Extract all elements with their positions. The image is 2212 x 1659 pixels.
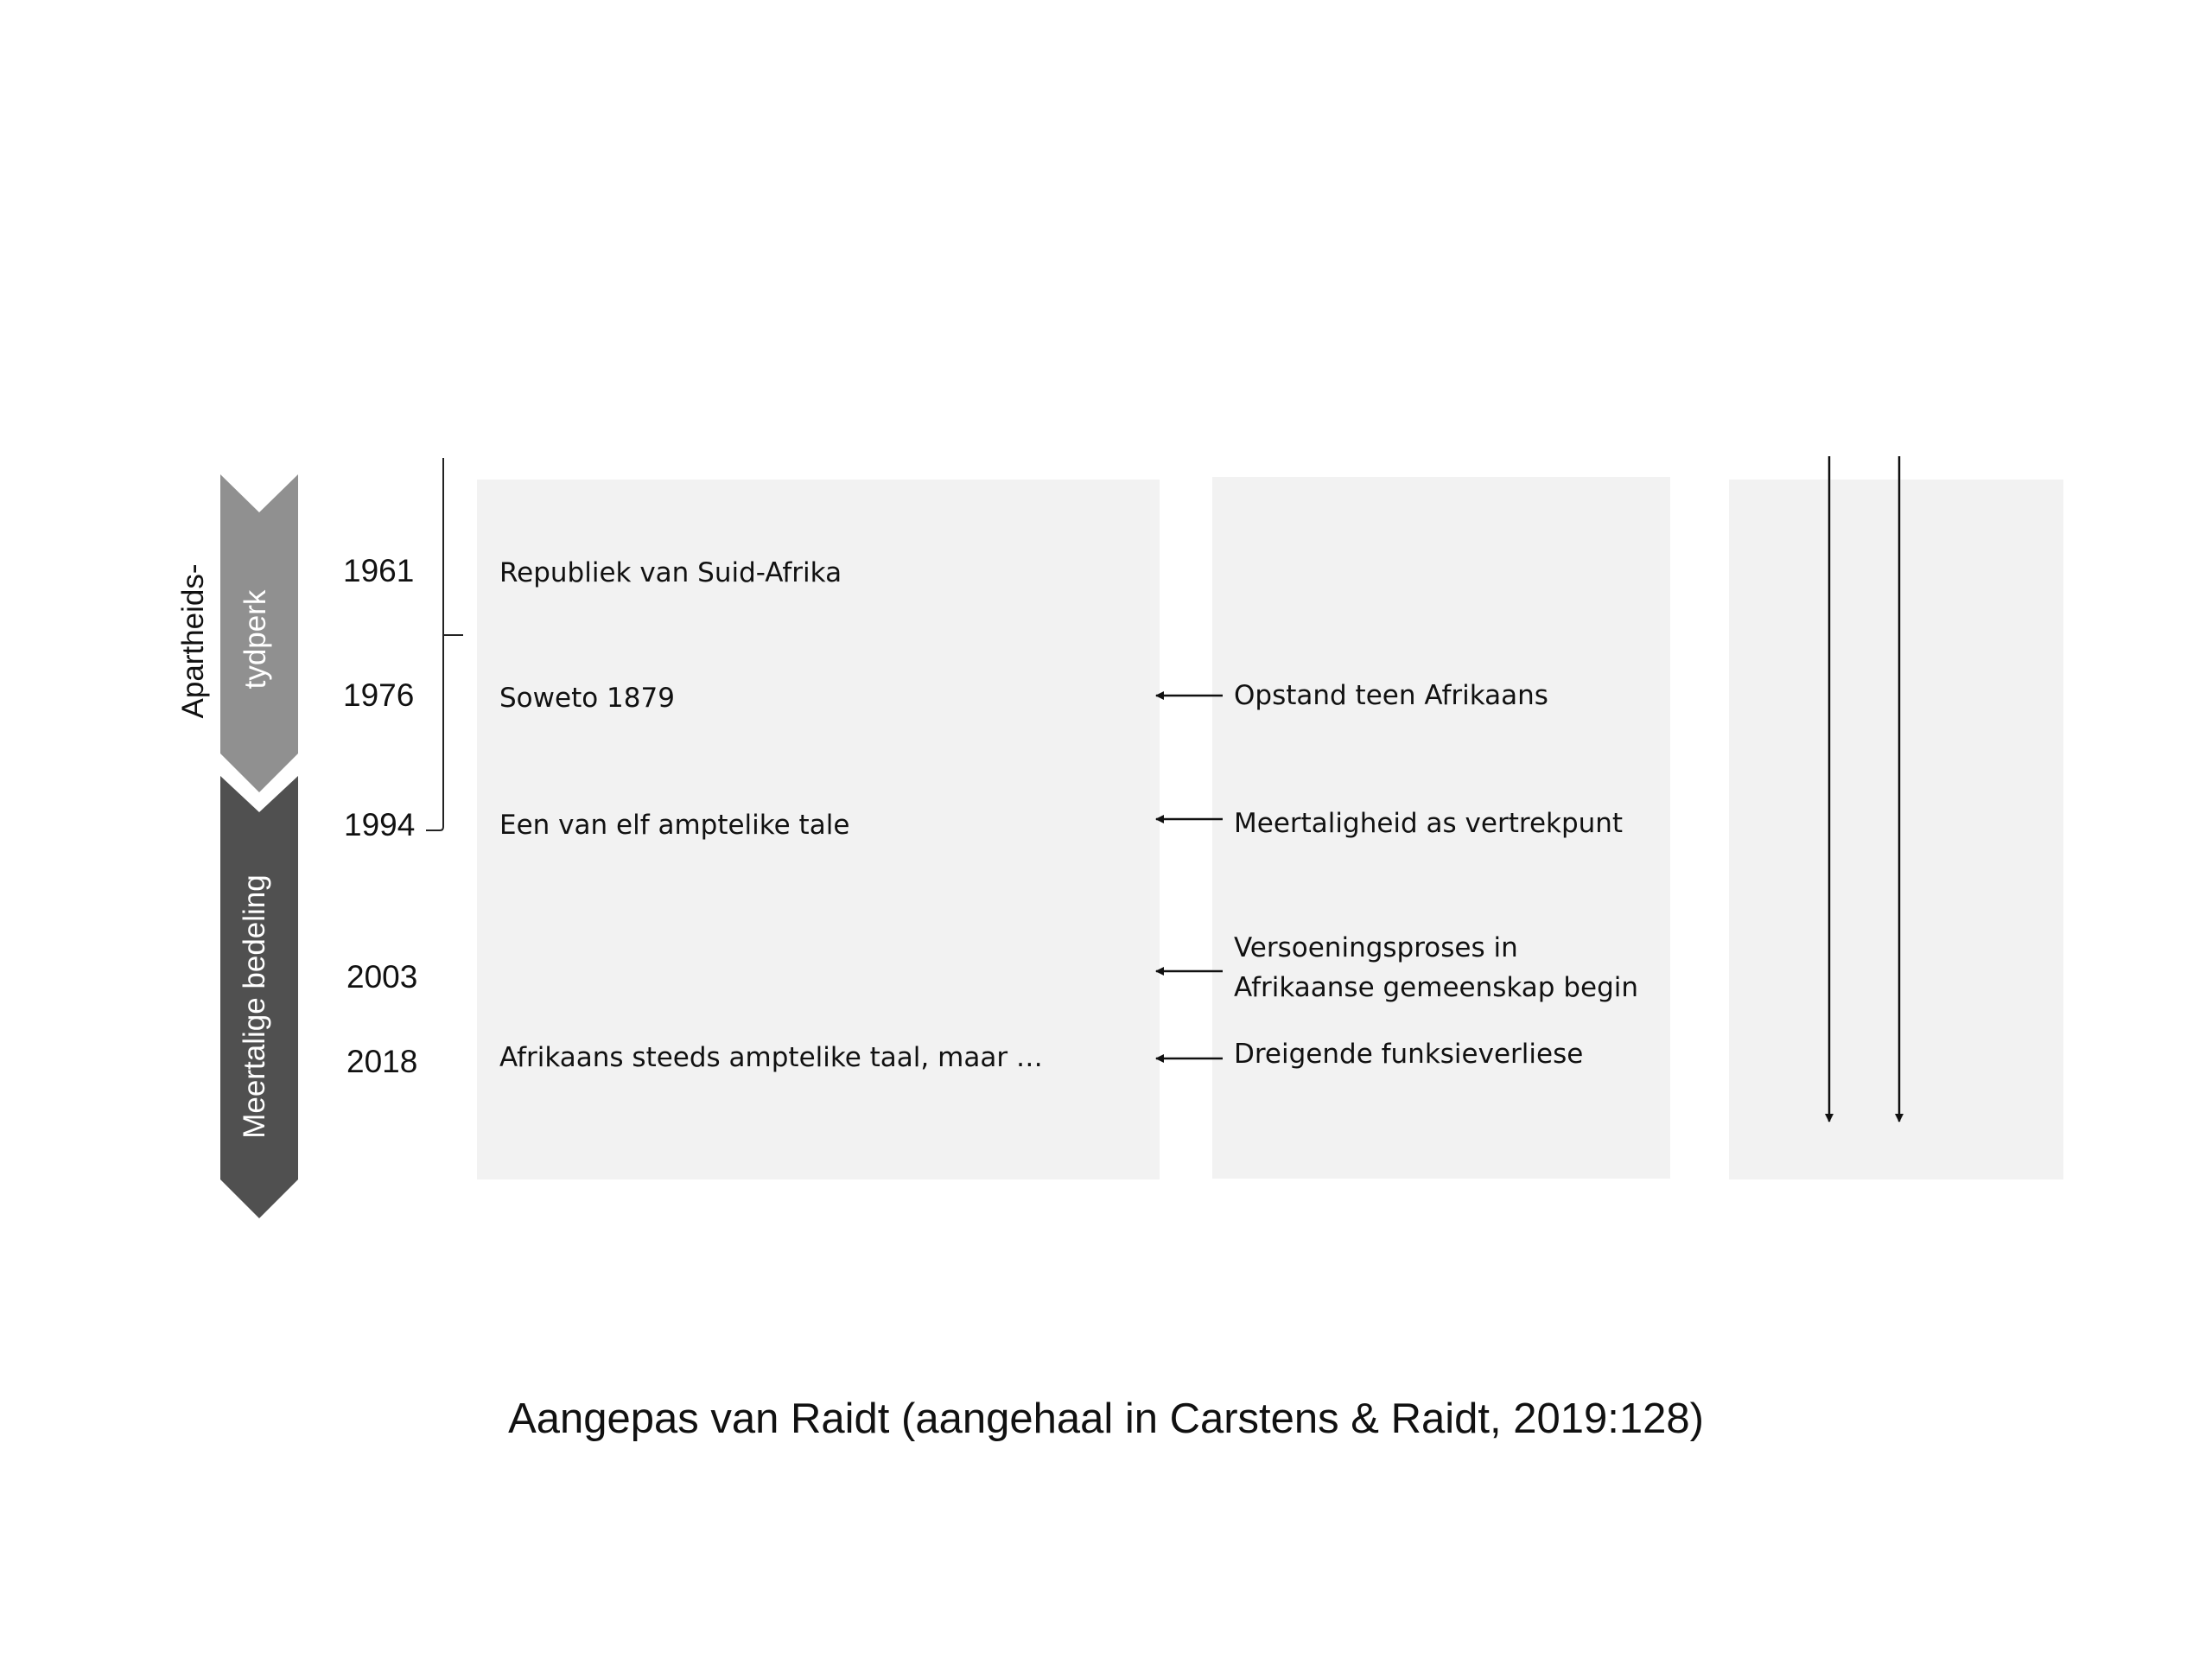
source-caption: Aangepas van Raidt (aangehaal in Carstens & Raidt, 2019:128) xyxy=(508,1395,1704,1442)
event-1994: Een van elf amptelike tale xyxy=(499,810,850,841)
era-label-multilingual: Meertalige bedeling xyxy=(238,874,271,1139)
year-2018: 2018 xyxy=(346,1044,418,1079)
event-2018: Afrikaans steeds amptelike taal, maar … xyxy=(499,1042,1043,1073)
consequence-1976: Opstand teen Afrikaans xyxy=(1234,680,1548,711)
year-1976: 1976 xyxy=(343,677,415,713)
event-1976: Soweto 1879 xyxy=(499,683,675,714)
year-1961: 1961 xyxy=(343,553,415,588)
era-label-apartheid: tydperk xyxy=(238,589,272,690)
consequence-2003: Versoeningsproses in Afrikaanse gemeenskap begin xyxy=(1234,932,1639,1003)
consequence-2018: Dreigende funksieverliese xyxy=(1234,1039,1584,1070)
event-1961: Republiek van Suid-Afrika xyxy=(499,557,842,588)
year-1994: 1994 xyxy=(344,807,416,842)
era-label-apartheid-outer: Apartheids- xyxy=(176,563,210,719)
consequence-1994: Meertaligheid as vertrekpunt xyxy=(1234,808,1624,839)
year-2003: 2003 xyxy=(346,959,418,995)
apartheid-bracket xyxy=(426,458,463,830)
